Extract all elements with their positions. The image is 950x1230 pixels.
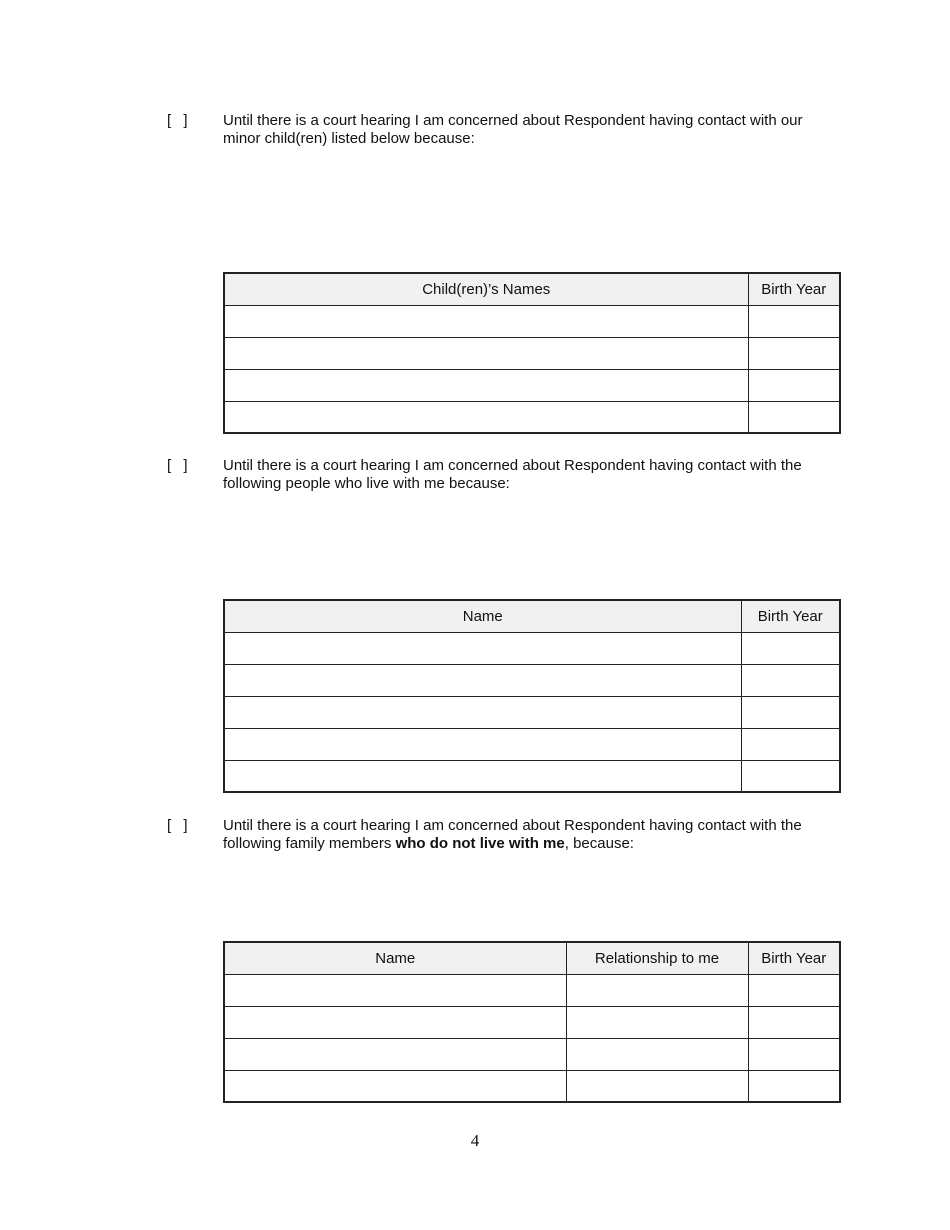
family-concern-text-part: Until there is a court hearing I am concerned about Respondent having contact with the following family members xyxy=(223,817,802,852)
table-row xyxy=(224,632,840,664)
birth-year-cell[interactable] xyxy=(741,728,840,760)
birth-year-cell[interactable] xyxy=(748,1006,840,1038)
name-cell[interactable] xyxy=(224,1038,566,1070)
table-row xyxy=(224,305,840,337)
relationship-cell[interactable] xyxy=(566,1006,748,1038)
family-concern-text-end: , because: xyxy=(564,835,634,852)
birth-year-cell[interactable] xyxy=(741,760,840,792)
family-table xyxy=(223,941,841,1103)
table-row xyxy=(224,728,840,760)
birth-year-cell[interactable] xyxy=(741,632,840,664)
name-cell[interactable] xyxy=(224,632,741,664)
children-concern-text: Until there is a court hearing I am concerned about Respondent having contact with our minor child(ren) listed below because: xyxy=(223,112,803,147)
birth-year-cell[interactable] xyxy=(748,305,840,337)
name-cell[interactable] xyxy=(224,664,741,696)
table-row xyxy=(224,337,840,369)
child-name-cell[interactable] xyxy=(224,337,748,369)
child-name-cell[interactable] xyxy=(224,369,748,401)
table-row xyxy=(224,401,840,433)
column-header-children-names: Child(ren)’s Names xyxy=(224,273,748,305)
name-cell[interactable] xyxy=(224,1070,566,1102)
table-row xyxy=(224,1038,840,1070)
name-cell[interactable] xyxy=(224,696,741,728)
name-cell[interactable] xyxy=(224,1006,566,1038)
birth-year-cell[interactable] xyxy=(748,1070,840,1102)
table-header-row xyxy=(224,273,840,305)
relationship-cell[interactable] xyxy=(566,974,748,1006)
children-table xyxy=(223,272,841,434)
column-header-name: Name xyxy=(224,942,566,974)
table-row xyxy=(224,664,840,696)
child-name-cell[interactable] xyxy=(224,305,748,337)
page-number: 4 xyxy=(470,1131,480,1150)
column-header-birth-year: Birth Year xyxy=(748,273,840,305)
child-name-cell[interactable] xyxy=(224,401,748,433)
birth-year-cell[interactable] xyxy=(748,337,840,369)
checkbox-children-concern[interactable]: [ ] xyxy=(167,112,192,129)
column-header-name: Name xyxy=(224,600,741,632)
table-row xyxy=(224,1070,840,1102)
table-header-row xyxy=(224,942,840,974)
birth-year-cell[interactable] xyxy=(748,401,840,433)
name-cell[interactable] xyxy=(224,760,741,792)
table-row xyxy=(224,369,840,401)
relationship-cell[interactable] xyxy=(566,1038,748,1070)
checkbox-family-concern[interactable]: [ ] xyxy=(167,817,192,834)
name-cell[interactable] xyxy=(224,974,566,1006)
household-concern-text: Until there is a court hearing I am concerned about Respondent having contact with the following people who live with me because: xyxy=(223,457,802,492)
name-cell[interactable] xyxy=(224,728,741,760)
family-concern-emphasis: who do not live with me xyxy=(395,835,565,852)
column-header-relationship: Relationship to me xyxy=(566,942,748,974)
table-row xyxy=(224,1006,840,1038)
column-header-birth-year: Birth Year xyxy=(741,600,840,632)
birth-year-cell[interactable] xyxy=(748,974,840,1006)
birth-year-cell[interactable] xyxy=(748,1038,840,1070)
birth-year-cell[interactable] xyxy=(748,369,840,401)
table-header-row xyxy=(224,600,840,632)
family-concern-text xyxy=(223,817,843,853)
checkbox-household-concern[interactable]: [ ] xyxy=(167,457,192,474)
birth-year-cell[interactable] xyxy=(741,696,840,728)
table-row xyxy=(224,696,840,728)
relationship-cell[interactable] xyxy=(566,1070,748,1102)
household-table xyxy=(223,599,841,793)
table-row xyxy=(224,760,840,792)
table-row xyxy=(224,974,840,1006)
birth-year-cell[interactable] xyxy=(741,664,840,696)
column-header-birth-year: Birth Year xyxy=(748,942,840,974)
